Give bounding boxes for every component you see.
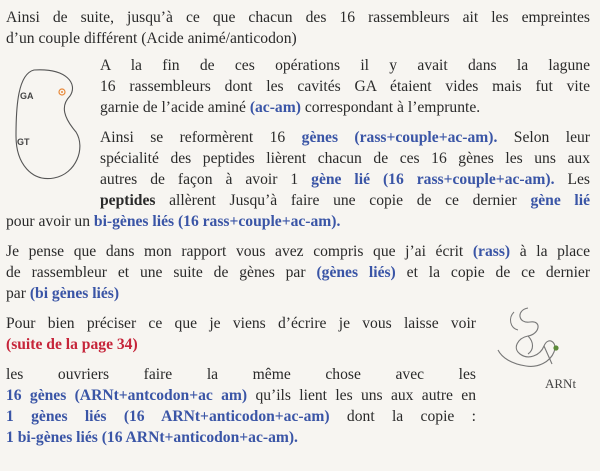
paragraph-6-line-2: 16 gènes (ARNt+antcodon+ac am) qu’ils lient les uns aux autre en (6, 387, 476, 404)
paragraph-2-line-2: 16 rassembleurs dont les cavités GA étaient vides mais fut vite (100, 78, 590, 95)
paragraph-6-line-4: 1 bi-gènes liés (16 ARNt+anticodon+ac-am). (6, 429, 298, 446)
paragraph-6-line-3: 1 gènes liés (16 ARNt+anticodon+ac-am) dont la copie : (6, 408, 476, 425)
rassembleur-outline (16, 70, 80, 179)
arnt-strand (498, 308, 555, 366)
figure-label-ga: GA (20, 91, 34, 101)
paragraph-4-line-2: de rassembleur et une suite de gènes par (gènes liés) et la copie de ce dernier (6, 264, 591, 281)
paragraph-1-line-2: d’un couple différent (Acide animé/anticodon) (6, 30, 297, 47)
paragraph-5-line-2: (suite de la page 34) (6, 336, 138, 353)
paragraph-4-line-3: par (bi gènes liés) (6, 285, 120, 302)
paragraph-3-line-5: pour avoir un bi-gènes liés (16 rass+couple+ac-am). (6, 213, 341, 230)
paragraph-3-line-2: spécialité des peptides lièrent chacun de ces 16 gènes les uns aux (100, 150, 590, 167)
paragraph-5-line-1: Pour bien préciser ce que je viens d’écrire je vous laisse voir (6, 315, 476, 332)
arnt-loop (511, 312, 518, 330)
rassembleur-figure (12, 66, 92, 186)
ga-cavity-inner (61, 91, 63, 93)
paragraph-4-line-1: Je pense que dans mon rapport vous avez compris que j’ai écrit (rass) à la place (6, 243, 590, 260)
paragraph-3-line-3: autres de façon à avoir 1 gène lié (16 rass+couple+ac-am). Les (100, 171, 590, 188)
figure-label-gt: GT (17, 137, 30, 147)
paragraph-2-line-1: A la fin de ces opérations il y avait dans la lagune (100, 57, 590, 74)
paragraph-3-line-1: Ainsi se reformèrent 16 gènes (rass+couple+ac-am). Selon leur (100, 129, 590, 146)
paragraph-3-line-4: peptides allèrent Jusqu’à faire une copie de ce dernier gène lié (100, 192, 591, 209)
arnt-label: ARNt (545, 376, 577, 391)
paragraph-2-line-3: garnie de l’acide aminé (ac-am) correspondant à l’emprunte. (100, 99, 481, 116)
paragraph-1-line-1: Ainsi de suite, jusqu’à ce que chacun des 16 rassembleurs ait les empreintes (6, 9, 590, 26)
paragraph-6-line-1: les ouvriers faire la même chose avec les (6, 366, 476, 383)
arnt-figure (488, 302, 568, 380)
arnt-anchor-dot (553, 345, 558, 350)
